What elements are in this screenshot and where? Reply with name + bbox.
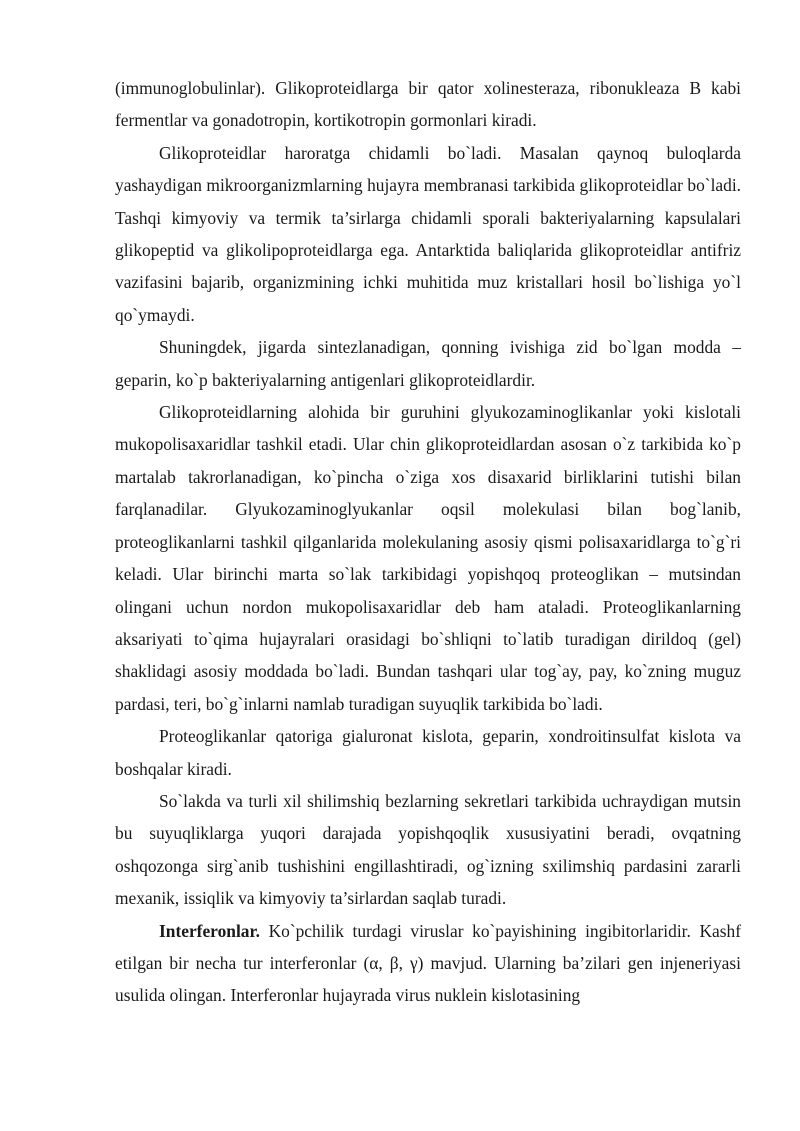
paragraph-text: (immunoglobulinlar). Glikoproteidlarga bir qator xolinesteraza, ribonukleaza B kabi fermentlar va gonadotropin, kortikotropin gormonlari kiradi. — [115, 78, 741, 131]
paragraph-text: Ko`pchilik turdagi viruslar ko`payishining ingibitorlaridir. Kashf etilgan bir necha tur interferonlar (α, β, γ) mavjud. Ularning ba’zilari gen injeneriyasi usulida olingan. Interferonlar hujayrada virus nuklein kislotasining — [115, 920, 741, 1006]
paragraph-4 — [115, 396, 741, 720]
paragraph-2 — [115, 137, 741, 331]
paragraph-7 — [115, 915, 741, 1012]
paragraph-5 — [115, 720, 741, 785]
paragraph-text: So`lakda va turli xil shilimshiq bezlarning sekretlari tarkibida uchraydigan mutsin bu suyuqliklarga yuqori darajada yopishqoqlik xususiyatini beradi, ovqatning oshqozonga sirg`anib tushishini engillashtiradi, og`izning sxilimshiq pardasini zararli mexanik, issiqlik va kimyoviy ta’sirlardan saqlab turadi. — [115, 790, 741, 909]
paragraph-text: Glikoproteidlar haroratga chidamli bo`ladi. Masalan qaynoq buloqlarda yashaydigan mikroorganizmlarning hujayra membranasi tarkibida glikoproteidlar bo`ladi. Tashqi kimyoviy va termik ta’sirlarga chidamli sporali bakteriyalarning kapsulalari glikopeptid va glikolipoproteidlarga ega. Antarktida baliqlarida glikoproteidlar antifriz vazifasini bajarib, organizmining ichki muhitida muz kristallari hosil bo`lishiga yo`l qo`ymaydi. — [115, 142, 741, 325]
paragraph-3 — [115, 331, 741, 396]
paragraph-1 — [115, 72, 741, 137]
paragraph-text: Shuningdek, jigarda sintezlanadigan, qonning ivishiga zid bo`lgan modda – geparin, ko`p bakteriyalarning antigenlari glikoproteidlardir. — [115, 337, 741, 390]
paragraph-text: Glikoproteidlarning alohida bir guruhini glyukozaminoglikanlar yoki kislotali mukopolisaxaridlar tashkil etadi. Ular chin glikoproteidlardan asosan o`z tarkibida ko`p martalab takrorlanadigan, ko`pincha o`ziga xos disaxarid birliklarini tutishi bilan farqlanadilar. Glyukozaminoglyukanlar oqsil molekulasi bilan bog`lanib, proteoglikanlarni tashkil qilganlarida molekulaning asosiy qismi polisaxaridlarga to`g`ri keladi. Ular birinchi marta so`lak tarkibidagi yopishqoq proteoglikan – mutsindan olingani uchun nordon mukopolisaxaridlar deb ham ataladi. Proteoglikanlarning aksariyati to`qima hujayralari orasidagi bo`shliqni to`latib turadigan dirildoq (gel) shaklidagi asosiy moddada bo`ladi. Bundan tashqari ular tog`ay, pay, ko`zning muguz pardasi, teri, bo`g`inlarni namlab turadigan suyuqlik tarkibida bo`ladi. — [115, 402, 741, 714]
paragraph-6 — [115, 785, 741, 915]
document-page — [115, 72, 741, 1012]
paragraph-text: Proteoglikanlar qatoriga gialuronat kislota, geparin, xondroitinsulfat kislota va boshqalar kiradi. — [115, 726, 741, 779]
section-heading: Interferonlar. — [159, 920, 260, 941]
